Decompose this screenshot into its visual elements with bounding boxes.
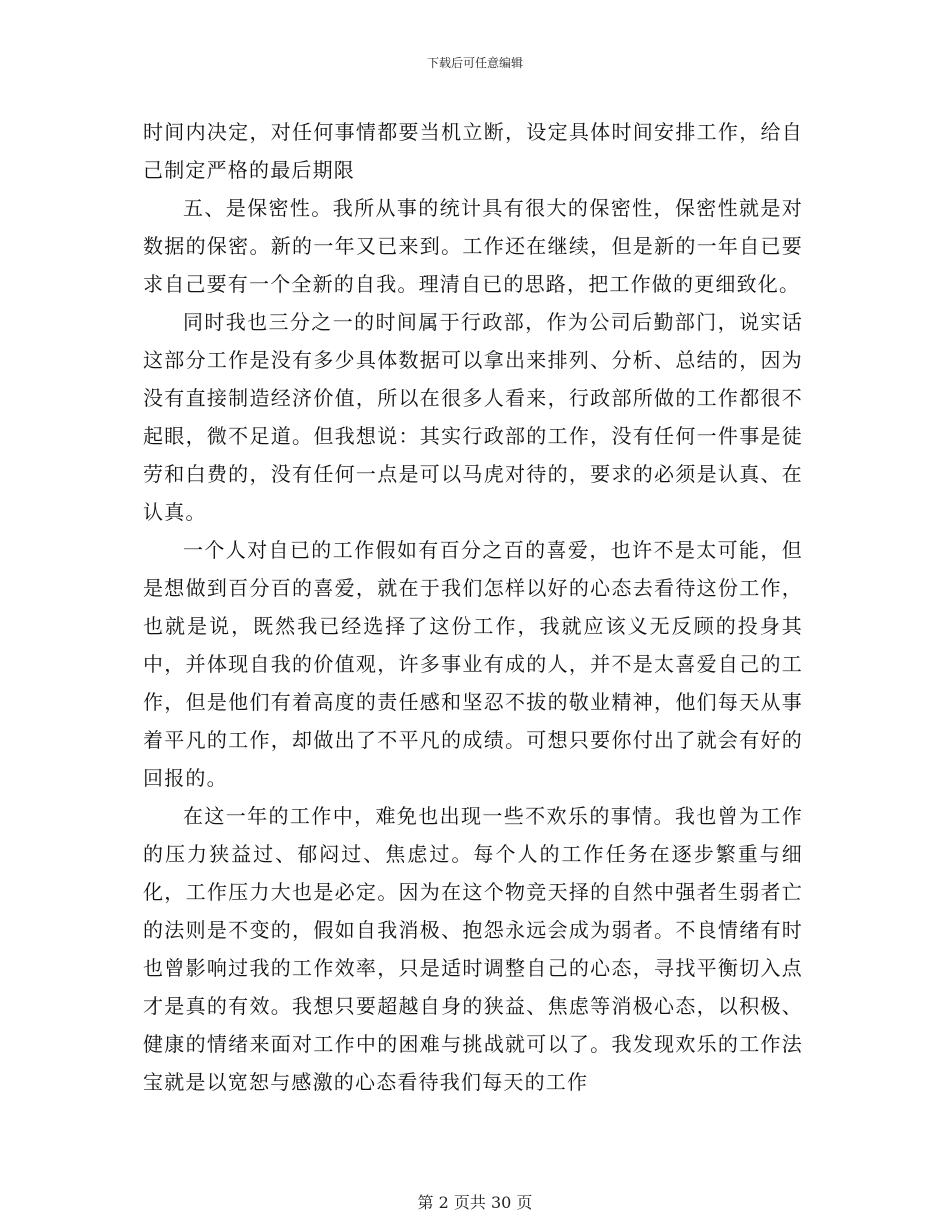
- paragraph-administration: 同时我也三分之一的时间属于行政部，作为公司后勤部门，说实话这部分工作是没有多少具体数据可以拿出来排列、分析、总结的，因为没有直接制造经济价值，所以在很多人看来，行政部所做的工作都很不起眼，微不足道。但我想说：其实行政部的工作，没有任何一件事是徒劳和白费的，没有任何一点是可以马虎对待的，要求的必须是认真、在认真。: [143, 310, 803, 524]
- paragraph-confidentiality: 五、是保密性。我所从事的统计具有很大的保密性，保密性就是对数据的保密。新的一年又已来到。工作还在继续，但是新的一年自已要求自己要有一个全新的自我。理清自已的思路，把工作做的更细致化。: [143, 196, 803, 296]
- paragraph-work-attitude: 一个人对自已的工作假如有百分之百的喜爱，也许不是太可能，但是想做到百分百的喜爱，就在于我们怎样以好的心态去看待这份工作，也就是说，既然我已经选择了这份工作，我就应该义无反顾的投身其中，并体现自我的价值观，许多事业有成的人，并不是太喜爱自己的工作，但是他们有着高度的责任感和坚忍不拔的敬业精神，他们每天从事着平凡的工作，却做出了不平凡的成绩。可想只要你付出了就会有好的回报的。: [143, 538, 803, 790]
- paragraph-work-pressure: 在这一年的工作中，难免也出现一些不欢乐的事情。我也曾为工作的压力狭益过、郁闷过、焦虑过。每个人的工作任务在逐步繁重与细化，工作压力大也是必定。因为在这个物竞天择的自然中强者生弱者亡的法则是不变的，假如自我消极、抱怨永远会成为弱者。不良情绪有时也曾影响过我的工作效率，只是适时调整自己的心态，寻找平衡切入点才是真的有效。我想只要超越自身的狭益、焦虑等消极心态，以积极、健康的情绪来面对工作中的困难与挑战就可以了。我发现欢乐的工作法宝就是以宽恕与感激的心态看待我们每天的工作: [143, 804, 803, 1094]
- paragraph-continuation: 时间内决定，对任何事情都要当机立断，设定具体时间安排工作，给自己制定严格的最后期限: [143, 120, 803, 182]
- document-body: [143, 113, 803, 1101]
- page-header: 下载后可任意编辑: [426, 56, 523, 70]
- page-number: 第 2 页共 30 页: [417, 1193, 533, 1212]
